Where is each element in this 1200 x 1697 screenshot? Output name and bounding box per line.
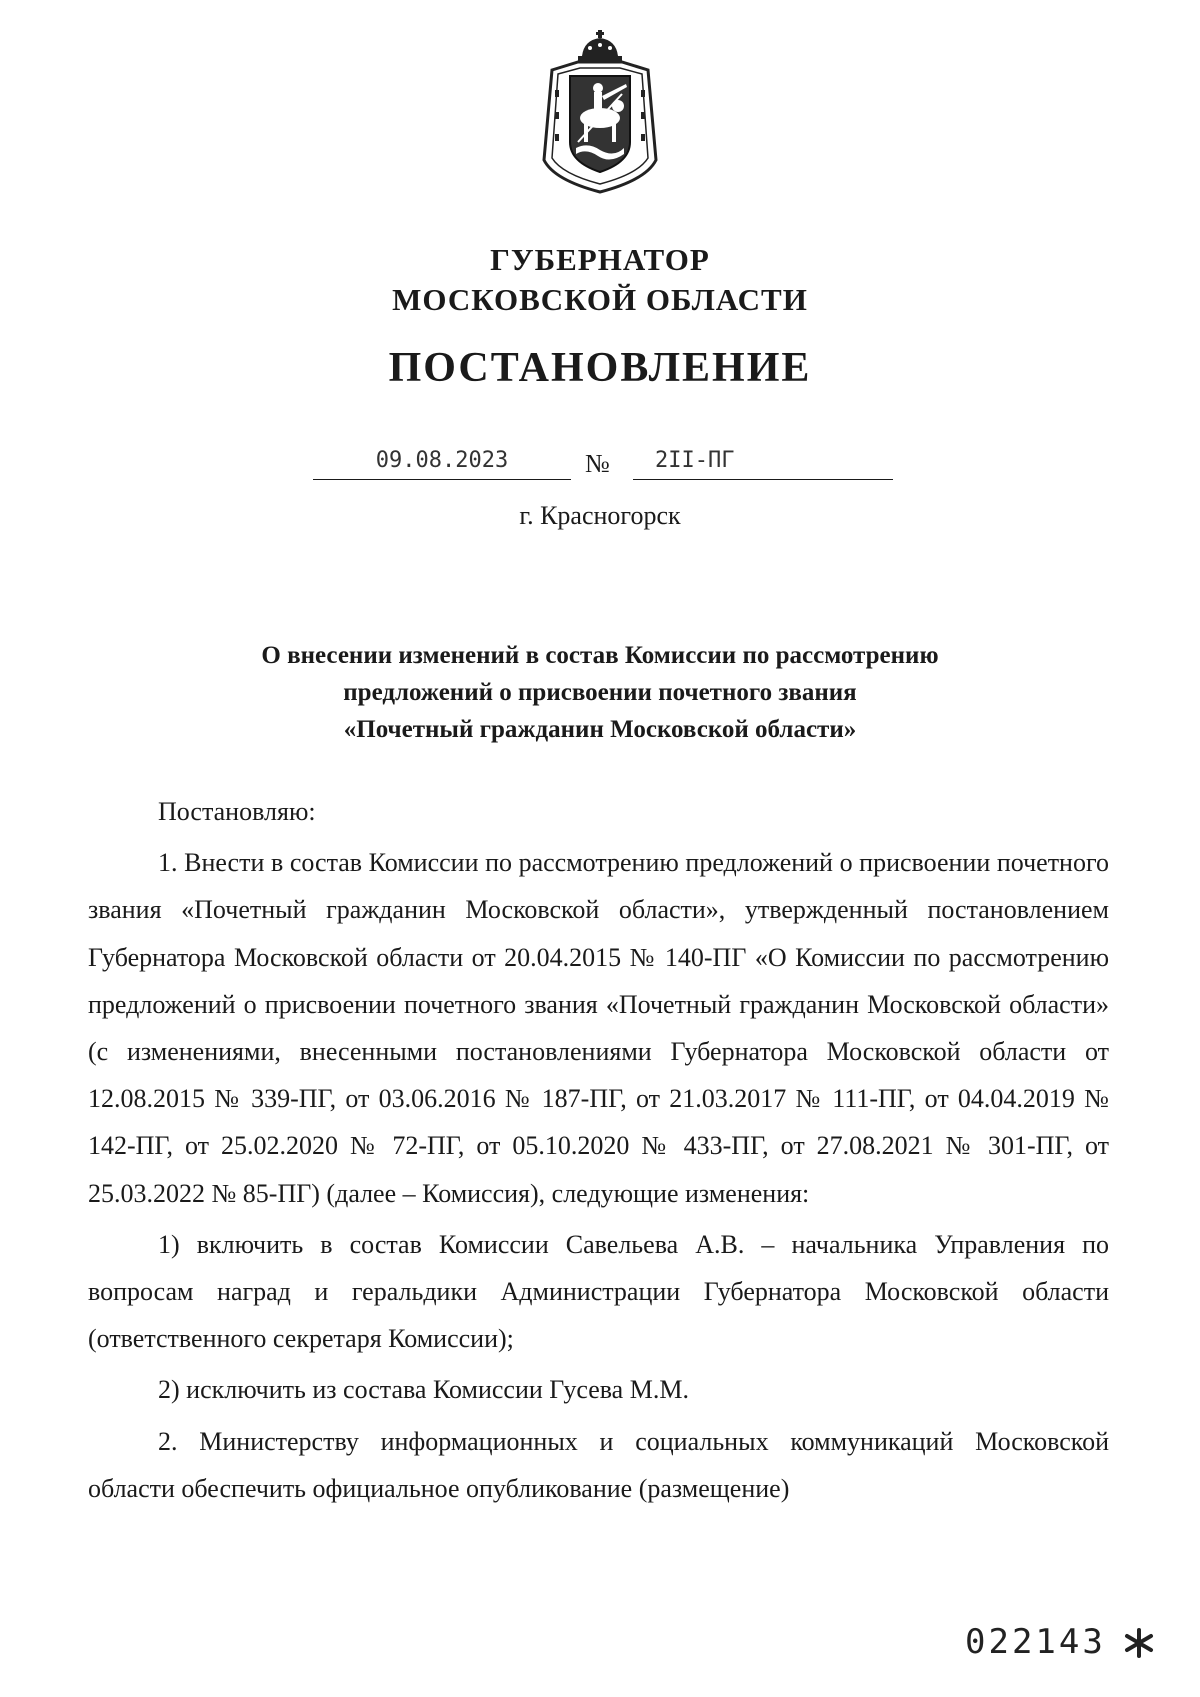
body-item-2: 2. Министерству информационных и социальных коммуникаций Московской области обеспечить официальное опубликование (размещение) [88,1426,1109,1503]
body-item-1-2: 2) исключить из состава Комиссии Гусева М.М. [158,1375,689,1405]
registration-date: 09.08.2023 [313,447,571,480]
coat-of-arms-icon [538,30,662,195]
body-intro: Постановляю: [158,797,316,826]
asterisk-star-icon [1122,1626,1156,1660]
registration-line [313,447,893,481]
document-body [88,788,1109,1512]
authority-line-1: ГУБЕРНАТОР [490,242,710,277]
registration-number-field [633,447,893,480]
subject-line-3: «Почетный гражданин Московской области» [343,716,857,743]
document-subject [0,637,1200,748]
subject-line-2: предложений о присвоении почетного звания [343,679,857,706]
document-type: ПОСТАНОВЛЕНИЕ [388,345,812,391]
authority-heading [0,240,1200,320]
place-of-issue: г. Красногорск [519,501,681,530]
authority-line-2: МОСКОВСКОЙ ОБЛАСТИ [392,282,808,317]
body-item-1-1: 1) включить в состав Комиссии Савельева А.В. – начальника Управления по вопросам наград и геральдики Администрации Губернатора Московской области (ответственного секретаря Комиссии); [88,1229,1109,1354]
subject-line-1: О внесении изменений в состав Комиссии по рассмотрению [261,642,939,669]
serial-number: 022143 [965,1622,1106,1662]
number-sign: № [585,449,610,478]
body-item-1: 1. Внести в состав Комиссии по рассмотрению предложений о присвоении почетного звания «Почетный гражданин Московской области», утвержденный постановлением Губернатора Московской области от 20.04.2015 № 140-ПГ «О Комиссии по рассмотрению предложений о присвоении почетного звания «Почетный гражданин Московской области» (с изменениями, внесенными постановлениями Губернатора Московской области от 12.08.2015 № 339-ПГ, от 03.06.2016 № 187-ПГ, от 21.03.2017 № 111-ПГ, от 04.04.2019 № 142-ПГ, от 25.02.2020 № 72-ПГ, от 05.10.2020 № 433-ПГ, от 27.08.2021 № 301-ПГ, от 25.03.2022 № 85-ПГ) (далее – Комиссия), следующие изменения: [88,848,1109,1208]
registration-number: 2II-ПГ [655,448,735,473]
